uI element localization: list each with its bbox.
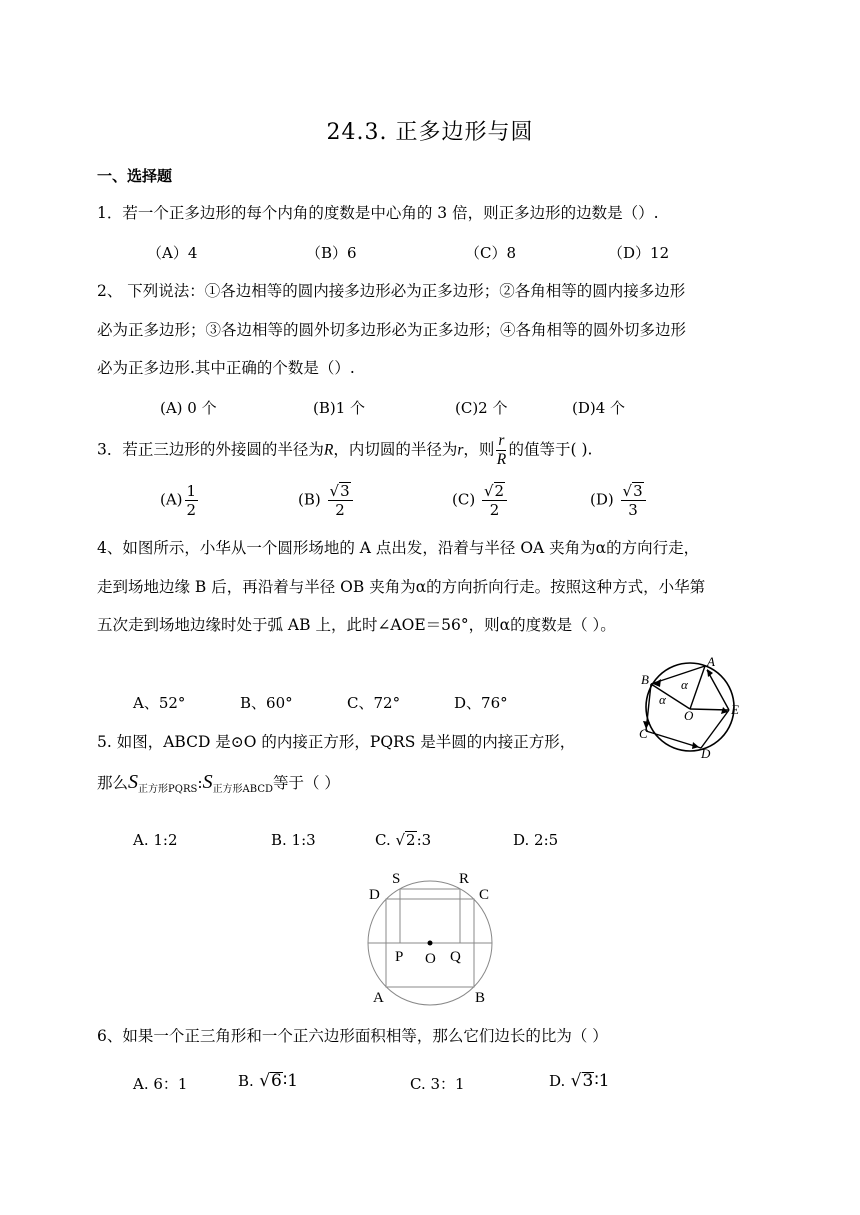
question-2-line-3: 必为正多边形.其中正确的个数是（）. [97, 359, 355, 377]
q2-option-b: (B)1 个 [313, 399, 366, 417]
q4-option-d: D、76° [454, 694, 508, 712]
question-4-line-2: 走到场地边缘 B 后，再沿着与半径 OB 夹角为α的方向折向行走。按照这种方式，小华第 [97, 578, 706, 596]
fig5-label-Q: Q [450, 949, 461, 965]
question-2-line-1: 2、 下列说法：①各边相等的圆内接多边形必为正多边形；②各角相等的圆内接多边形 [97, 282, 686, 300]
fig5-label-B: B [475, 990, 486, 1006]
q3-var-R: R [323, 441, 334, 459]
q4-option-b: B、60° [240, 694, 293, 712]
q1-option-d: （D）12 [608, 244, 670, 262]
q3-text-pre: 3．若正三边形的外接圆的半径为 [97, 440, 324, 459]
q2-option-c: (C)2 个 [455, 399, 508, 417]
fig4-label-A: A [707, 654, 715, 669]
fig4-label-alpha-2: α [659, 692, 666, 707]
q3-text-mid: ，内切圆的半径为 [333, 440, 458, 459]
question-4-line-1: 4、如图所示，小华从一个圆形场地的 A 点出发，沿着与半径 OA 夹角为α的方向行走， [97, 539, 700, 557]
fig5-label-P: P [395, 949, 404, 965]
q5-option-a: A. 1:2 [133, 831, 178, 849]
fig4-label-alpha-1: α [681, 677, 688, 692]
q3-var-r: r [457, 441, 464, 459]
q3-option-a: (A) $\frac{1}{2}$ [160, 482, 197, 519]
q5-option-d: D. 2:5 [513, 831, 559, 849]
q5-option-c: C. √2:3 [375, 831, 432, 849]
q6-option-d: D. √3∶1 [549, 1071, 610, 1091]
q3-ratio-fraction: $\frac{r}{R}$ [496, 432, 507, 468]
q6-option-a: A. 6：1 [133, 1075, 188, 1093]
fig4-label-E: E [731, 702, 739, 717]
q3-option-c: (C) $\frac{√2}{2}$ [452, 482, 509, 519]
q3-option-d: (D) $\frac{√3}{3}$ [590, 482, 648, 519]
q6-option-b: B. √6∶1 [238, 1071, 299, 1091]
question-6-text: 6、如果一个正三角形和一个正六边形面积相等，那么它们边长的比为（ ） [97, 1027, 608, 1045]
question-1-text: 1．若一个正多边形的每个内角的度数是中心角的 3 倍，则正多边形的边数是（）. [97, 204, 659, 222]
q3-text-post: 的值等于( ). [508, 440, 593, 459]
fig4-label-O: O [684, 708, 694, 723]
fig5-label-C: C [479, 887, 490, 903]
q4-circle-figure [635, 652, 745, 762]
page-title: 24.3. 正多边形与圆 [326, 120, 534, 145]
fig4-label-D: D [701, 746, 711, 761]
q2-option-a: (A) 0 个 [160, 399, 217, 417]
question-5-line-1: 5. 如图，ABCD 是⊙O 的内接正方形，PQRS 是半圆的内接正方形， [97, 733, 576, 751]
q2-option-d: (D)4 个 [572, 399, 626, 417]
q1-option-a: （A）4 [147, 244, 198, 262]
section-heading: 一、选择题 [97, 167, 173, 185]
question-5-line-2: 那么$S_{正方形PQRS}:S_{正方形ABCD}$等于（ ） [97, 771, 340, 796]
question-2-line-2: 必为正多边形；③各边相等的圆外切多边形必为正多边形；④各角相等的圆外切多边形 [97, 321, 687, 339]
fig5-label-R: R [459, 871, 470, 887]
q3-option-b: (B) $\frac{√3}{2}$ [298, 482, 355, 519]
fig4-label-B: B [641, 672, 649, 687]
fig4-label-C: C [639, 726, 648, 741]
q4-option-c: C、72° [347, 694, 401, 712]
fig5-label-S: S [392, 871, 401, 887]
fig5-label-D: D [369, 887, 380, 903]
fig5-label-O: O [425, 951, 436, 967]
q1-option-b: （B）6 [306, 244, 357, 262]
fig5-label-A: A [373, 990, 384, 1006]
q6-option-c: C. 3：1 [410, 1075, 465, 1093]
q5-option-b: B. 1:3 [271, 831, 316, 849]
q5-square-circle-figure [355, 865, 505, 1010]
q1-option-c: （C）8 [465, 244, 517, 262]
question-4-line-3: 五次走到场地边缘时处于弧 AB 上，此时∠AOE＝56°，则α的度数是（ ）。 [97, 616, 616, 634]
q4-option-a: A、52° [133, 694, 186, 712]
q3-text-mid2: ，则 [463, 440, 495, 459]
question-3-text [97, 432, 592, 469]
